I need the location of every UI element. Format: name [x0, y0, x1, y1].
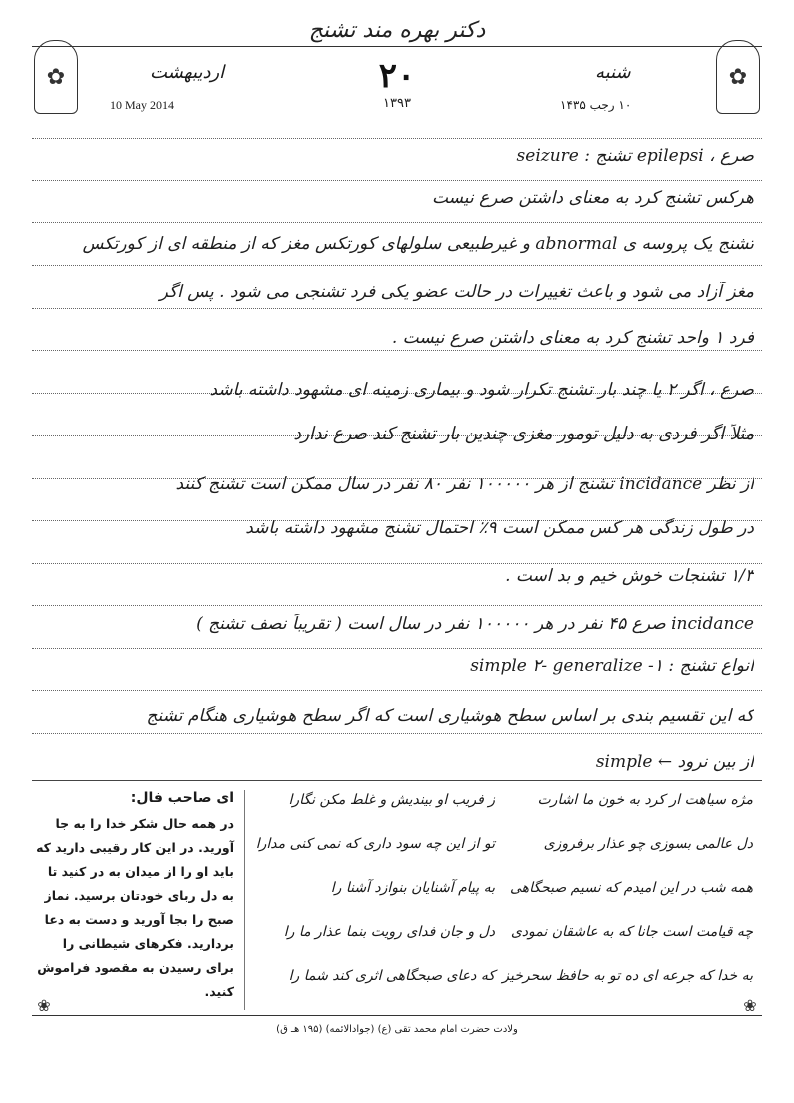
ruled-line: [32, 563, 762, 564]
header-rule: [32, 46, 762, 47]
day-number: ۲۰: [378, 56, 416, 96]
note-line: صرع ، اگر ۲ یا چند بار تشنج تکرار شود و بیماری زمینه ای مشهود داشته باشد: [209, 380, 754, 400]
hijri-date: ۱۰ رجب ۱۴۳۵: [560, 98, 632, 112]
section-divider: [32, 780, 762, 781]
footer-rule: [32, 1015, 762, 1016]
note-line: در طول زندگی هر کس ممکن است ۹٪ احتمال تشنج مشهود داشته باشد: [245, 518, 754, 538]
note-line: صرع ، epilepsi تشنج : seizure: [516, 146, 754, 166]
weekday-label: شنبه: [595, 62, 631, 83]
note-line: از نظر incidance تشنج از هر ۱۰۰۰۰۰ نفر ۸۰ نفر در سال ممکن است تشنج کنند: [175, 474, 754, 494]
poem-hemistich: دل عالمی بسوزی چو عذار برفروزی: [543, 836, 753, 852]
note-line: که این تقسیم بندی بر اساس سطح هوشیاری است که اگر سطح هوشیاری هنگام تشنج: [146, 706, 754, 726]
ruled-line: [32, 350, 762, 351]
column-divider: [244, 790, 245, 1010]
note-line: انواع تشنج : ۱- simple ۲- generalize: [470, 656, 754, 676]
fal-body: در همه حال شکر خدا را به جا آورید. در این کار رقیبی دارید که باید او را از میدان به در کنید تا به دل ربای خودتان برسید. نماز صبح را بجا آورید و دست به دعا بردارید. فکرهای شیطانی را برای رسیدن به مقصود فراموش کنید.: [36, 816, 234, 999]
ruled-line: [32, 605, 762, 606]
note-line: incidance صرع ۴۵ نفر در هر ۱۰۰۰۰۰ نفر در سال است ( تقریباً نصف تشنج ): [196, 614, 754, 634]
fal-section: [34, 790, 234, 1004]
gregorian-date: 10 May 2014: [110, 98, 174, 112]
poem-hemistich: همه شب در این امیدم که نسیم صبحگاهی: [510, 880, 753, 896]
note-line: مثلاً اگر فردی به دلیل تومور مغزی چندین بار تشنج کند صرع ندارد: [293, 424, 754, 444]
poem-hemistich: دل و جان فدای رویت بنما عذار ما را: [283, 924, 495, 940]
ruled-line: [32, 308, 762, 309]
floral-emblem-icon: ✿: [34, 40, 78, 114]
floral-emblem-icon: ❀: [743, 996, 757, 1015]
note-line: تشنج یک پروسه ی abnormal و غیرطبیعی سلولهای کورتکس مغز که از منطقه ای از کورتکس: [82, 234, 754, 254]
fal-title: ای صاحب فال:: [130, 790, 234, 806]
ruled-line: [32, 733, 762, 734]
ruled-line: [32, 648, 762, 649]
poem-hemistich: ز فریب او بیندیش و غلط مکن نگارا: [288, 792, 495, 808]
ruled-line: [32, 265, 762, 266]
ruled-line: [32, 690, 762, 691]
poem-hemistich: چه قیامت است جانا که به عاشقان نمودی: [510, 924, 753, 940]
poem-hemistich: تو از این چه سود داری که نمی کنی مدارا: [255, 836, 495, 852]
note-line: از بین نرود ← simple: [595, 752, 754, 772]
floral-emblem-icon: ✿: [716, 40, 760, 114]
poem-hemistich: به خدا که جرعه ای ده تو به حافظ سحرخیز: [502, 968, 753, 984]
solar-year: ۱۳۹۳: [383, 96, 411, 111]
note-line: مغز آزاد می شود و باعث تغییرات در حالت عضو یکی فرد تشنجی می شود . پس اگر: [159, 282, 754, 302]
month-label: اردیبهشت: [150, 62, 225, 83]
footer-occasion: ولادت حضرت امام محمد تقی (ع) (جوادالائمه) (۱۹۵ هـ ق): [276, 1024, 518, 1035]
poem-hemistich: که دعای صبحگاهی اثری کند شما را: [288, 968, 495, 984]
note-line: فرد ۱ واحد تشنج کرد به معنای داشتن صرع نیست .: [391, 328, 754, 348]
ruled-line: [32, 222, 762, 223]
poem-verse: [255, 792, 755, 830]
ruled-line: [32, 138, 762, 139]
poem-verse: [255, 836, 755, 874]
poem-hemistich: مژه سیاهت ار کرد به خون ما اشارت: [537, 792, 753, 808]
poem-verse: [255, 924, 755, 962]
floral-emblem-icon: ❀: [37, 996, 51, 1015]
poem-verse: [255, 880, 755, 918]
poem-verse: [255, 968, 755, 1006]
ruled-line: [32, 180, 762, 181]
note-line: هرکس تشنج کرد به معنای داشتن صرع نیست: [431, 188, 754, 208]
note-line: ۱/۳ تشنجات خوش خیم و بد است .: [505, 566, 754, 586]
poem-hemistich: به پیام آشنایان بنوازد آشنا را: [330, 880, 495, 896]
handwritten-title: دکتر بهره مند تشنج: [308, 18, 486, 43]
